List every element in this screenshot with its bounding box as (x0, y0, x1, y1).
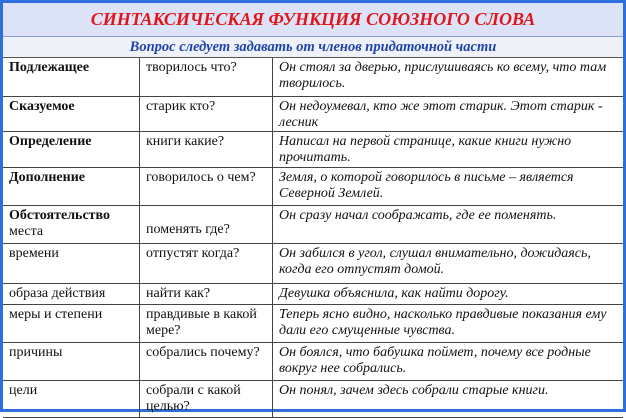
role-cell (3, 205, 140, 243)
role-label: Обстоятельство (9, 207, 111, 223)
table-row (3, 96, 623, 131)
role-cell: меры и степени (3, 304, 140, 342)
table-row (3, 167, 623, 205)
table-row (3, 58, 623, 96)
example-cell: Девушка объяснила, как найти дорогу. (273, 283, 624, 304)
example-cell: Написал на первой странице, какие книги нужно прочитать. (273, 131, 624, 167)
table-subtitle: Вопрос следует задавать от членов придаточной части (3, 37, 623, 58)
table-row (3, 304, 623, 342)
role-cell: Подлежащее (3, 58, 140, 96)
example-cell: Он сразу начал соображать, где ее поменять. (273, 205, 624, 243)
question-cell: найти как? (140, 283, 273, 304)
question-cell: отпустят когда? (140, 243, 273, 283)
example-cell: Он стоял за дверью, прислушиваясь ко всему, что там творилось. (273, 58, 624, 96)
question-text: поменять где? (146, 221, 230, 237)
table-row (3, 131, 623, 167)
role-cell: Определение (3, 131, 140, 167)
role-cell: образа действия (3, 283, 140, 304)
question-cell: собрали с какой целью? (140, 380, 273, 417)
syntax-function-table (3, 58, 623, 418)
role-cell: времени (3, 243, 140, 283)
table-row (3, 380, 623, 417)
question-cell: творилось что? (140, 58, 273, 96)
question-cell: собрались почему? (140, 342, 273, 380)
example-cell: Земля, о которой говорилось в письме – является Северной Землей. (273, 167, 624, 205)
page-title: СИНТАКСИЧЕСКАЯ ФУНКЦИЯ СОЮЗНОГО СЛОВА (3, 3, 623, 37)
role-cell: Дополнение (3, 167, 140, 205)
example-cell: Он недоумевал, кто же этот старик. Этот старик - лесник (273, 96, 624, 131)
question-cell: книги какие? (140, 131, 273, 167)
question-cell: правдивые в какой мере? (140, 304, 273, 342)
example-cell: Он забился в угол, слушал внимательно, дожидаясь, когда его отпустят домой. (273, 243, 624, 283)
role-cell: цели (3, 380, 140, 417)
role-cell: причины (3, 342, 140, 380)
example-cell: Он боялся, что бабушка поймет, почему все родные вокруг нее собрались. (273, 342, 624, 380)
question-cell (140, 205, 273, 243)
example-cell: Теперь ясно видно, насколько правдивые показания ему дали его смущенные чувства. (273, 304, 624, 342)
table-row (3, 205, 623, 243)
question-cell: старик кто? (140, 96, 273, 131)
example-cell: Он понял, зачем здесь собрали старые книги. (273, 380, 624, 417)
table-row (3, 342, 623, 380)
role-cell: Сказуемое (3, 96, 140, 131)
question-cell: говорилось о чем? (140, 167, 273, 205)
table-row (3, 283, 623, 304)
role-sublabel: места (9, 223, 44, 239)
table-row (3, 243, 623, 283)
